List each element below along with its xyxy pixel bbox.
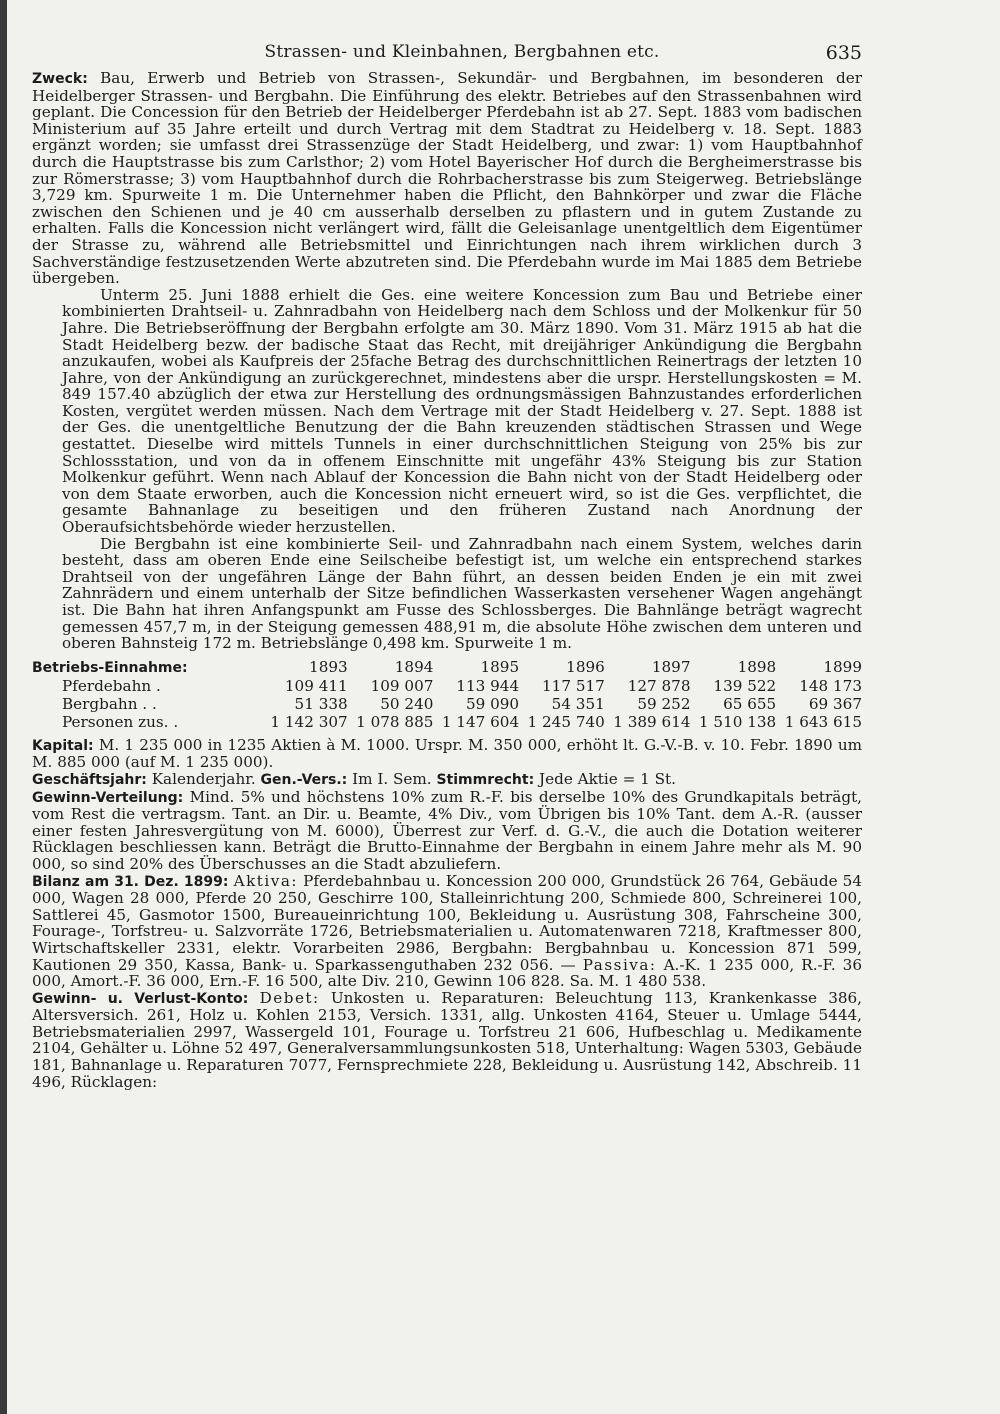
debet-label: Debet: xyxy=(259,988,320,1007)
scan-edge xyxy=(0,0,7,1414)
kapital-text: M. 1 235 000 in 1235 Aktien à M. 1000. Urspr. M. 350 000, erhöht lt. G.-V.-B. v. 10. Febr. 1890 um M. 885 000 (auf M. 1 235 000). xyxy=(32,735,862,772)
value-cell: 1 245 740 xyxy=(527,712,605,731)
passiva-label: Passiva: xyxy=(582,955,657,974)
geschaeftsjahr-paragraph xyxy=(32,771,862,789)
gewinn-verteilung-paragraph xyxy=(32,789,862,873)
zweck-text: Bau, Erwerb und Betrieb von Strassen-, Sekundär- und Bergbahnen, im besonderen der Heidelberger Strassen- und Bergbahn. Die Einführung des elektr. Betriebes auf den Strassenbahnen wird geplant. Die Concession für den Betrieb der Heidelberger Pferdebahn ist ab 27. Sept. 1883 vom badischen Ministerium auf 35 Jahre erteilt und durch Vertrag mit dem Stadtrat zu Heidelberg v. 18. Sept. 1883 ergänzt worden; sie umfasst drei Strassenzüge der Stadt Heidelberg, und zwar: 1) vom Hauptbahnhof durch die Hauptstrasse bis zum Carlsthor; 2) vom Hotel Bayerischer Hof durch die Bergheimerstrasse bis zur Römerstrasse; 3) vom Hauptbahnhof durch die Rohrbacherstrasse bis zum Steigerweg. Betriebslänge 3,729 km. Spurweite 1 m. Die Unternehmer haben die Pflicht, den Bahnkörper und zwar die Fläche zwischen den Schienen und je 40 cm ausserhalb derselben zu pflastern und in gutem Zustande zu erhalten. Falls die Koncession nicht verlängert wird, fällt die Geleisanlage unentgeltlich dem Eigentümer der Strasse zu, während alle Betriebsmittel und Einrichtungen nach ihrem wirklichen durch 3 Sachverständige festzusetzenden Werte abzutreten sind. Die Pferdebahn wurde im Mai 1885 dem Betriebe übergeben. xyxy=(32,69,862,288)
value-cell: 54 351 xyxy=(551,694,605,713)
value-cell: 139 522 xyxy=(713,676,777,695)
year-cell: 1899 xyxy=(823,658,862,677)
year-cell: 1897 xyxy=(651,658,691,677)
gewinn-verteilung-text: Mind. 5% und höchstens 10% zum R.-F. bis derselbe 10% des Grundkapitals beträgt, vom Rest die vertragsm. Tant. an Dir. u. Beamte, 4% Div., vom Übrigen bis 10% Tant. dem A.-R. (ausser einer festen Jahresvergütung von M. 6000), Überrest zur Verf. d. G.-V., die auch die Dotation weiterer Rücklagen beschliessen kann. Beträgt die Brutto-Einnahme der Bergbahn in einem Jahre mehr als M. 90 000, so sind 20% des Überschusses an die Stadt abzuliefern. xyxy=(32,787,862,873)
page-number: 635 xyxy=(825,42,862,64)
value-cell: 1 389 614 xyxy=(613,712,691,731)
row-label: Bergbahn . . xyxy=(62,694,157,713)
page-title: Strassen- und Kleinbahnen, Bergbahnen etc. xyxy=(264,42,660,62)
value-cell: 117 517 xyxy=(542,676,605,695)
value-cell: 69 367 xyxy=(808,694,862,713)
value-cell: 50 240 xyxy=(380,694,434,713)
value-cell: 109 007 xyxy=(370,676,434,695)
gewinn-verlust-paragraph xyxy=(32,990,862,1091)
value-cell: 1 510 138 xyxy=(698,712,777,731)
gewinn-verteilung-label: Gewinn-Verteilung: xyxy=(32,789,184,806)
zweck-paragraph xyxy=(32,70,862,287)
year-cell: 1896 xyxy=(566,658,605,677)
earnings-header-row xyxy=(32,658,862,677)
row-label: Pferdebahn . xyxy=(62,676,161,695)
row-label: Personen zus. . xyxy=(62,712,179,731)
value-cell: 109 411 xyxy=(284,676,348,695)
kapital-label: Kapital: xyxy=(32,737,94,754)
unterm-paragraph: Unterm 25. Juni 1888 erhielt die Ges. eine weitere Koncession zum Bau und Betriebe einer kombinierten Drahtseil- u. Zahnradbahn von Heidelberg nach dem Schloss und der Molkenkur für 50 Jahre. Die Betriebseröffnung der Bergbahn erfolgte am 30. März 1890. Vom 31. März 1915 ab hat die Stadt Heidelberg bezw. der badische Staat das Recht, mit dreijähriger Ankündigung die Bergbahn anzukaufen, wobei als Kaufpreis der 25fache Betrag des durchschnittlichen Reinertrags der letzten 10 Jahre, von der Ankündigung an zurückgerechnet, mindestens aber die urspr. Herstellungskosten = M. 849 157.40 abzüglich der etwa zur Herstellung des ordnungsmässigen Bahnzustandes erforderlichen Kosten, vergütet werden müssen. Nach dem Vertrage mit der Stadt Heidelberg v. 27. Sept. 1888 ist der Ges. die unentgeltliche Benutzung der die Bahn kreuzenden städtischen Strassen und Wege gestattet. Dieselbe wird mittels Tunnels in einer durchschnittlichen Steigung von 25% bis zur Schlossstation, und von da in offenem Einschnitte mit ungefähr 43% Steigung bis zur Station Molkenkur geführt. Wenn nach Ablauf der Koncession die Bahn nicht von der Stadt Heidelberg oder von dem Staate erworben, auch die Koncession nicht erneuert wird, so ist die Ges. verpflichtet, die gesamte Bahnanlage zu beseitigen und den früheren Zustand nach Anordnung der Oberaufsichtsbehörde wieder herzustellen. xyxy=(62,285,862,537)
value-cell: 1 078 885 xyxy=(356,712,434,731)
aktiva-label: Aktiva: xyxy=(233,871,299,890)
value-cell: 127 878 xyxy=(627,676,691,695)
value-cell: 1 142 307 xyxy=(270,712,348,731)
gewinn-verlust-label: Gewinn- u. Verlust-Konto: xyxy=(32,990,249,1007)
stimmrecht-text: Jede Aktie = 1 St. xyxy=(539,769,676,788)
genvers-label: Gen.-Vers.: xyxy=(260,771,348,788)
bilanz-label: Bilanz am 31. Dez. 1899: xyxy=(32,873,229,890)
year-cell: 1898 xyxy=(737,658,777,677)
earnings-label: Betriebs-Einnahme: xyxy=(32,659,188,676)
value-cell: 113 944 xyxy=(456,676,520,695)
stimmrecht-label: Stimmrecht: xyxy=(436,771,535,788)
zweck-label: Zweck: xyxy=(32,71,88,87)
table-row xyxy=(32,695,862,713)
value-cell: 148 173 xyxy=(799,676,862,695)
year-cell: 1893 xyxy=(309,658,348,677)
value-cell: 1 643 615 xyxy=(784,712,862,731)
year-cell: 1894 xyxy=(394,658,434,677)
debet-text: Unkosten u. Reparaturen: Beleuchtung 113, Krankenkasse 386, Altersversich. 261, Holz u. Kohlen 2153, Versich. 1331, allg. Unkosten 4164, Steuer u. Umlage 5444, Betriebsmaterialien 2997, Wassergeld 101, Fourage u. Torfstreu 21 606, Hufbeschlag u. Medikamente 2104, Gehälter u. Löhne 52 497, Generalversammlungsunkosten 518, Unterhaltung: Wagen 5303, Gebäude 181, Bahnanlage u. Reparaturen 7077, Fernsprechmiete 228, Bekleidung u. Ausrüstung 142, Abschreib. 11 496, Rücklagen: xyxy=(32,988,863,1091)
value-cell: 65 655 xyxy=(723,694,777,713)
kapital-paragraph xyxy=(32,737,862,771)
value-cell: 1 147 604 xyxy=(441,712,520,731)
bergbahn-paragraph: Die Bergbahn ist eine kombinierte Seil- und Zahnradbahn nach einem System, welches darin besteht, dass am oberen Ende eine Seilscheibe befestigt ist, um welche ein entsprechend starkes Drahtseil von der ungefähren Länge der Bahn führt, an dessen beiden Enden je ein mit zwei Zahnrädern und einem unterhalb der Sitze befindlichen Wasserkasten versehener Wagen angehängt ist. Die Bahn hat ihren Anfangspunkt am Fusse des Schlossberges. Die Bahnlänge beträgt wagrecht gemessen 457,7 m, in der Steigung gemessen 488,91 m, die absolute Höhe zwischen dem unteren und oberen Bahnsteig 172 m. Betriebslänge 0,498 km. Spurweite 1 m. xyxy=(62,534,862,653)
table-row xyxy=(32,713,862,731)
bilanz-paragraph xyxy=(32,873,862,990)
geschaeftsjahr-label: Geschäftsjahr: xyxy=(32,771,147,788)
table-row xyxy=(32,677,862,695)
value-cell: 59 090 xyxy=(465,694,520,713)
passiva-text: A.-K. 1 235 000, R.-F. 36 000, Amort.-F. 36 000, Ern.-F. 16 500, alte Div. 210, Gewinn 106 828. Sa. M. 1 480 538. xyxy=(32,955,862,991)
document-page xyxy=(32,36,863,1091)
genvers-text: Im I. Sem. xyxy=(352,769,432,788)
value-cell: 51 338 xyxy=(294,694,348,713)
value-cell: 59 252 xyxy=(637,694,691,713)
geschaeftsjahr-text: Kalenderjahr. xyxy=(151,769,256,788)
earnings-table xyxy=(32,658,862,731)
year-cell: 1895 xyxy=(480,658,520,677)
running-head xyxy=(62,36,862,70)
aktiva-text: Pferdebahnbau u. Koncession 200 000, Grundstück 26 764, Gebäude 54 000, Wagen 28 000, Pferde 20 250, Geschirre 100, Stalleinrichtung 200, Schmiede 800, Schreinerei 100, Sattlerei 45, Gasmotor 1500, Bureaueinrichtung 100, Bekleidung u. Ausrüstung 308, Fahrscheine 300, Fourage-, Torfstreu- u. Salzvorräte 1726, Betriebsmaterialien u. Automatenwaren 7218, Kraftmesser 800, Wirtschaftskeller 2331, elektr. Vorarbeiten 2986, Bergbahn: Bergbahnbau u. Koncession 871 599, Kautionen 29 350, Kassa, Bank- u. Sparkassenguthaben 232 056. — xyxy=(32,871,862,974)
